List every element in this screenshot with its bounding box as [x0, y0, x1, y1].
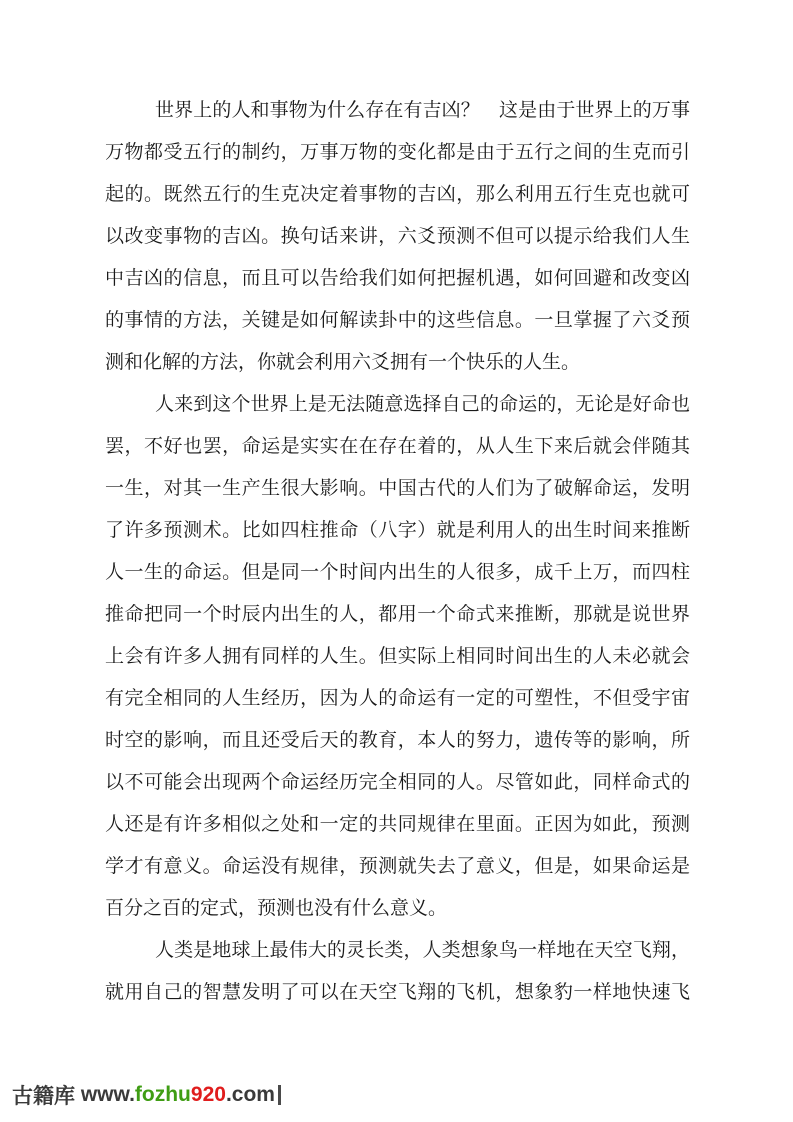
paragraph [105, 90, 690, 384]
watermark-cutoff-mark [278, 1085, 281, 1105]
text-line: 世界上的人和事物为什么存在有吉凶？ 这是由于世界上的万事 [155, 100, 690, 121]
text-line: 万物都受五行的制约，万事万物的变化都是由于五行之间的生克而引 [105, 142, 690, 163]
text-line: 以改变事物的吉凶。换句话来讲，六爻预测不但可以提示给我们人生 [105, 226, 690, 247]
text-line: 人还是有许多相似之处和一定的共同规律在里面。正因为如此，预测 [105, 814, 690, 835]
text-line: 时空的影响，而且还受后天的教育，本人的努力，遗传等的影响，所 [105, 730, 690, 751]
text-line: 了许多预测术。比如四柱推命（八字）就是利用人的出生时间来推断 [105, 520, 690, 541]
watermark [12, 1082, 281, 1108]
text-line: 测和化解的方法，你就会利用六爻拥有一个快乐的人生。 [105, 352, 581, 373]
text-line: 人来到这个世界上是无法随意选择自己的命运的，无论是好命也 [155, 394, 690, 415]
watermark-site-name: 古籍库 [12, 1085, 81, 1108]
text-line: 人类是地球上最伟大的灵长类，人类想象鸟一样地在天空飞翔， [155, 940, 690, 961]
text-line: 学才有意义。命运没有规律，预测就失去了意义，但是，如果命运是 [105, 856, 690, 877]
text-line: 推命把同一个时辰内出生的人，都用一个命式来推断，那就是说世界 [105, 604, 690, 625]
paragraph [105, 930, 690, 1014]
paragraph [105, 384, 690, 930]
watermark-url-red: 920 [190, 1083, 226, 1106]
text-line: 人一生的命运。但是同一个时间内出生的人很多，成千上万，而四柱 [105, 562, 690, 583]
text-line: 中吉凶的信息，而且可以告给我们如何把握机遇，如何回避和改变凶 [105, 268, 690, 289]
text-line: 一生，对其一生产生很大影响。中国古代的人们为了破解命运，发明 [105, 478, 690, 499]
watermark-url-green: fozhu [134, 1083, 191, 1106]
text-line: 百分之百的定式，预测也没有什么意义。 [105, 898, 448, 919]
text-line: 罢，不好也罢，命运是实实在在存在着的，从人生下来后就会伴随其 [105, 436, 690, 457]
text-line: 有完全相同的人生经历，因为人的命运有一定的可塑性，不但受宇宙 [105, 688, 690, 709]
text-line: 的事情的方法，关键是如何解读卦中的这些信息。一旦掌握了六爻预 [105, 310, 690, 331]
text-line: 就用自己的智慧发明了可以在天空飞翔的飞机，想象豹一样地快速飞 [105, 982, 690, 1003]
watermark-url-suffix: .com [225, 1083, 275, 1106]
body-text [105, 90, 690, 1014]
watermark-url-prefix: www. [80, 1083, 135, 1106]
text-line: 上会有许多人拥有同样的人生。但实际上相同时间出生的人未必就会 [105, 646, 690, 667]
text-line: 以不可能会出现两个命运经历完全相同的人。尽管如此，同样命式的 [105, 772, 690, 793]
text-line: 起的。既然五行的生克决定着事物的吉凶，那么利用五行生克也就可 [105, 184, 690, 205]
